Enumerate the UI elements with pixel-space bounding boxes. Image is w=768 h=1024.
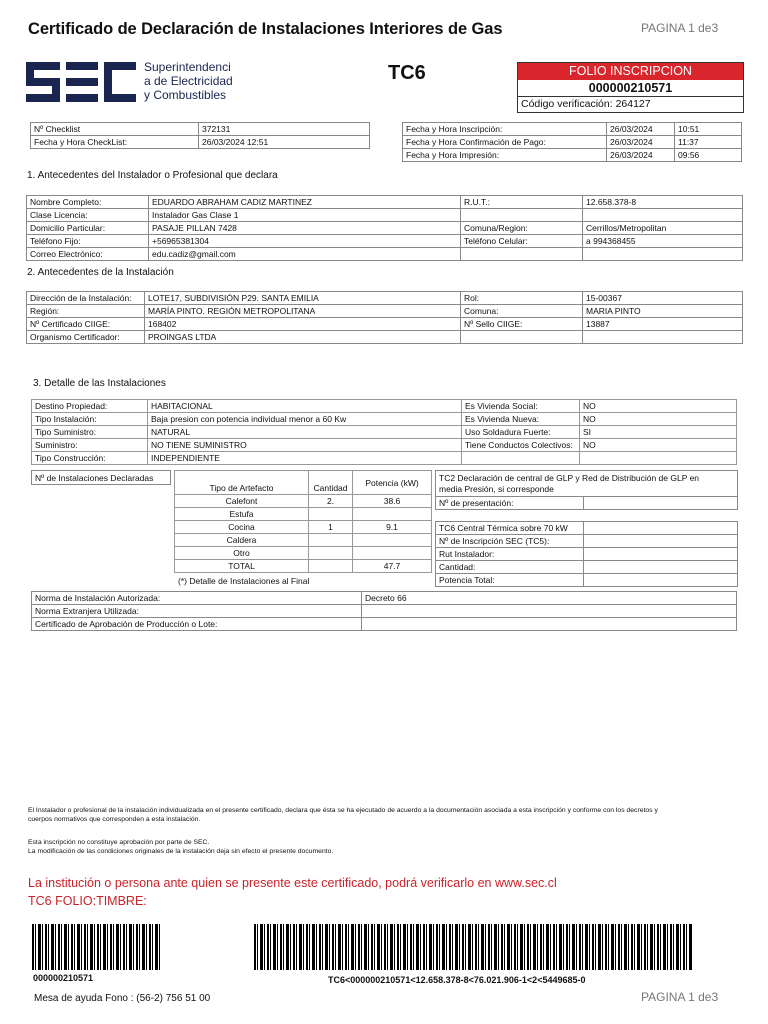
section3-heading: 3. Detalle de las Instalaciones bbox=[33, 378, 166, 389]
detail-label: Tipo Suministro: bbox=[32, 426, 148, 439]
artefact-type: Cocina bbox=[175, 521, 309, 534]
detail-value: HABITACIONAL bbox=[148, 400, 462, 413]
sello-label: Nº Sello CIIGE: bbox=[461, 318, 583, 331]
section1-heading: 1. Antecedentes del Instalador o Profesional que declara bbox=[27, 170, 278, 181]
domicilio-label: Domicilio Particular: bbox=[27, 222, 149, 235]
insc-label: Fecha y Hora Inscripción: bbox=[403, 123, 607, 136]
artefact-row bbox=[175, 495, 432, 508]
artefact-potencia: 47.7 bbox=[353, 560, 432, 573]
checklist-label: Nº Checklist bbox=[31, 123, 199, 136]
detail-label2: Es Vivienda Nueva: bbox=[462, 413, 580, 426]
artefact-table bbox=[174, 470, 432, 573]
cert-lote-label: Certificado de Aprobación de Producción o Lote: bbox=[32, 618, 362, 631]
region-value: MARÍA PINTO. REGIÓN METROPOLITANA bbox=[145, 305, 461, 318]
detail-label2 bbox=[462, 452, 580, 465]
sec-logo bbox=[26, 60, 138, 104]
detalle-note: (*) Detalle de Instalaciones al Final bbox=[178, 576, 310, 586]
installer-table bbox=[26, 195, 743, 261]
declaration-line2: cuerpos normativos que corresponden a esta instalación. bbox=[28, 816, 201, 823]
document-title: Certificado de Declaración de Instalaciones Interiores de Gas bbox=[28, 20, 503, 38]
org-label: Organismo Certificador: bbox=[27, 331, 145, 344]
section2-heading: 2. Antecedentes de la Instalación bbox=[27, 267, 174, 278]
artefact-type: Estufa bbox=[175, 508, 309, 521]
verification-label: Código verificación: bbox=[521, 98, 613, 110]
tc2-text1: TC2 Declaración de central de GLP y Red de Distribución de GLP en bbox=[439, 472, 700, 483]
detail-value2: NO bbox=[580, 413, 737, 426]
comuna2-label: Comuna: bbox=[461, 305, 583, 318]
tc6-pot: Potencia Total: bbox=[436, 574, 584, 587]
checklist-value: 372131 bbox=[199, 123, 370, 136]
detail-value: NO TIENE SUMINISTRO bbox=[148, 439, 462, 452]
extranjera-label: Norma Extranjera Utilizada: bbox=[32, 605, 362, 618]
tc6-insc: Nº de Inscripción SEC (TC5): bbox=[436, 535, 584, 548]
nombre-value: EDUARDO ABRAHAM CADIZ MARTINEZ bbox=[149, 196, 461, 209]
data-barcode bbox=[254, 924, 692, 970]
folio-barcode bbox=[32, 924, 160, 970]
artefact-cantidad: 2. bbox=[309, 495, 353, 508]
norma-value: Decreto 66 bbox=[362, 592, 737, 605]
folio-label: FOLIO INSCRIPCION bbox=[518, 63, 743, 80]
n-inst-label: Nº de Instalaciones Declaradas bbox=[32, 471, 171, 485]
direccion-value: LOTE17, SUBDIVISIÓN P29. SANTA EMILIA bbox=[145, 292, 461, 305]
detail-label: Destino Propiedad: bbox=[32, 400, 148, 413]
page-number-bottom: PAGINA 1 de3 bbox=[641, 990, 719, 1004]
note-line1: Esta inscripción no constituye aprobación por parte de SEC. bbox=[28, 839, 210, 846]
artefact-potencia: 38.6 bbox=[353, 495, 432, 508]
insc-time: 10:51 bbox=[675, 123, 742, 136]
artefact-potencia bbox=[353, 508, 432, 521]
folio-number: 000000210571 bbox=[518, 80, 743, 97]
dates-table bbox=[402, 122, 742, 162]
comuna-value: Cerrillos/Metropolitan bbox=[583, 222, 743, 235]
impr-time: 09:56 bbox=[675, 149, 742, 162]
detail-label: Tipo Instalación: bbox=[32, 413, 148, 426]
artefact-potencia bbox=[353, 547, 432, 560]
detail-value: NATURAL bbox=[148, 426, 462, 439]
rol-value: 15-00367 bbox=[583, 292, 743, 305]
fijo-value: +56965381304 bbox=[149, 235, 461, 248]
detail-value2: NO bbox=[580, 439, 737, 452]
detail-row bbox=[32, 439, 737, 452]
detail-row bbox=[32, 452, 737, 465]
tc6-table bbox=[435, 521, 738, 587]
pago-label: Fecha y Hora Confirmación de Pago: bbox=[403, 136, 607, 149]
folio-box bbox=[517, 62, 744, 113]
checklist-table bbox=[30, 122, 370, 149]
note-line2: La modificación de las condiciones originales de la instalación deja sin efecto el presente documento. bbox=[28, 848, 334, 855]
pago-time: 11:37 bbox=[675, 136, 742, 149]
form-code: TC6 bbox=[388, 62, 426, 84]
comuna2-value: MARIA PINTO bbox=[583, 305, 743, 318]
page-number-top: PAGINA 1 de3 bbox=[641, 21, 719, 35]
pago-date: 26/03/2024 bbox=[607, 136, 675, 149]
impr-date: 26/03/2024 bbox=[607, 149, 675, 162]
licencia-value: Instalador Gas Clase 1 bbox=[149, 209, 461, 222]
artefact-type: Otro bbox=[175, 547, 309, 560]
rol-label: Rol: bbox=[461, 292, 583, 305]
comuna-label: Comuna/Region: bbox=[461, 222, 583, 235]
artefact-cantidad bbox=[309, 560, 353, 573]
artefact-cantidad bbox=[309, 534, 353, 547]
n-inst-table bbox=[31, 470, 171, 485]
artefact-cantidad: 1 bbox=[309, 521, 353, 534]
artefact-cantidad bbox=[309, 547, 353, 560]
detail-row bbox=[32, 426, 737, 439]
art-head-potencia: Potencia (kW) bbox=[353, 471, 432, 495]
artefact-row bbox=[175, 560, 432, 573]
detail-label2: Tiene Conductos Colectivos: bbox=[462, 439, 580, 452]
ciige-value: 168402 bbox=[145, 318, 461, 331]
data-barcode-text: TC6<000000210571<12.658.378-8<76.021.906-1<2<5449685-0 bbox=[328, 975, 586, 985]
artefact-type: Caldera bbox=[175, 534, 309, 547]
detail-label2: Uso Soldadura Fuerte: bbox=[462, 426, 580, 439]
detail-value: Baja presion con potencia individual menor a 60 Kw bbox=[148, 413, 462, 426]
verification-code: 264127 bbox=[615, 98, 651, 110]
declaration-line1: El Instalador o profesional de la instalación individualizada en el presente certificado, declara que ésta se ha ejecutado de acuerdo a la documentación asociada a esta inscripción y conforme con los decretos y bbox=[28, 807, 658, 814]
tc2-table bbox=[435, 470, 738, 510]
help-phone: Mesa de ayuda Fono : (56-2) 756 51 00 bbox=[34, 993, 211, 1004]
tc6-cant: Cantidad: bbox=[436, 561, 584, 574]
impr-label: Fecha y Hora Impresión: bbox=[403, 149, 607, 162]
artefact-row bbox=[175, 547, 432, 560]
folio-barcode-text: 000000210571 bbox=[33, 973, 94, 983]
norma-table bbox=[31, 591, 737, 631]
tc6-rut: Rut Instalador: bbox=[436, 548, 584, 561]
org-name-line2: a de Electricidad bbox=[144, 74, 233, 88]
rut-label: R.U.T.: bbox=[461, 196, 583, 209]
detail-label: Tipo Construcción: bbox=[32, 452, 148, 465]
celular-value: a 994368455 bbox=[583, 235, 743, 248]
checklist-date-label: Fecha y Hora CheckList: bbox=[31, 136, 199, 149]
artefact-potencia bbox=[353, 534, 432, 547]
org-name-line1: Superintendenci bbox=[144, 60, 231, 74]
detail-table bbox=[31, 399, 737, 465]
art-head-cantidad: Cantidad bbox=[309, 471, 353, 495]
installation-table bbox=[26, 291, 743, 344]
region-label: Región: bbox=[27, 305, 145, 318]
sello-value: 13887 bbox=[583, 318, 743, 331]
tc6-head: TC6 Central Térmica sobre 70 kW bbox=[436, 522, 584, 535]
artefact-potencia: 9.1 bbox=[353, 521, 432, 534]
celular-label: Teléfono Celular: bbox=[461, 235, 583, 248]
artefact-row bbox=[175, 521, 432, 534]
direccion-label: Dirección de la Instalación: bbox=[27, 292, 145, 305]
tc2-text2: media Presión, si corresponde bbox=[439, 483, 554, 494]
domicilio-value: PASAJE PILLAN 7428 bbox=[149, 222, 461, 235]
rut-value: 12.658.378-8 bbox=[583, 196, 743, 209]
timbre-text: TC6 FOLIO:TIMBRE: bbox=[28, 894, 147, 908]
fijo-label: Teléfono Fijo: bbox=[27, 235, 149, 248]
org-value: PROINGAS LTDA bbox=[145, 331, 461, 344]
detail-value: INDEPENDIENTE bbox=[148, 452, 462, 465]
correo-value: edu.cadiz@gmail.com bbox=[149, 248, 461, 261]
verify-text: La institución o persona ante quien se presente este certificado, podrá verificarlo en www.sec.cl bbox=[28, 876, 557, 890]
insc-date: 26/03/2024 bbox=[607, 123, 675, 136]
artefact-cantidad bbox=[309, 508, 353, 521]
norma-label: Norma de Instalación Autorizada: bbox=[32, 592, 362, 605]
detail-row bbox=[32, 400, 737, 413]
detail-value2: SI bbox=[580, 426, 737, 439]
nombre-label: Nombre Completo: bbox=[27, 196, 149, 209]
detail-value2: NO bbox=[580, 400, 737, 413]
detail-label2: Es Vivienda Social: bbox=[462, 400, 580, 413]
artefact-row bbox=[175, 508, 432, 521]
artefact-type: TOTAL bbox=[175, 560, 309, 573]
correo-label: Correo Electrónico: bbox=[27, 248, 149, 261]
ciige-label: Nº Certificado CIIGE: bbox=[27, 318, 145, 331]
detail-value2 bbox=[580, 452, 737, 465]
artefact-row bbox=[175, 534, 432, 547]
tc2-presentacion: Nº de presentación: bbox=[436, 497, 584, 510]
detail-row bbox=[32, 413, 737, 426]
org-name-line3: y Combustibles bbox=[144, 88, 227, 102]
licencia-label: Clase Licencia: bbox=[27, 209, 149, 222]
art-head-tipo: Tipo de Artefacto bbox=[175, 471, 309, 495]
detail-label: Suministro: bbox=[32, 439, 148, 452]
checklist-date-value: 26/03/2024 12:51 bbox=[199, 136, 370, 149]
artefact-type: Calefont bbox=[175, 495, 309, 508]
